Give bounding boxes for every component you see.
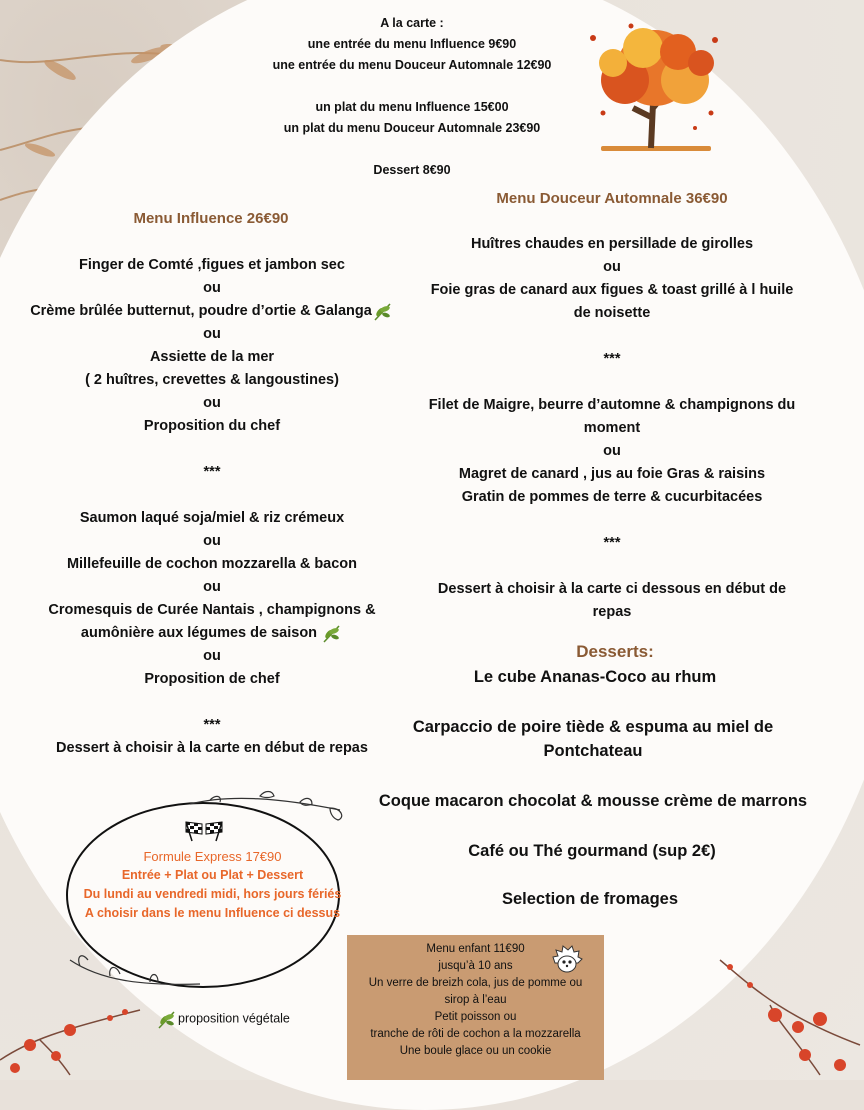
list-item: Foie gras de canard aux figues & toast grillé à l huile	[430, 282, 794, 298]
list-item: ou	[203, 326, 221, 342]
dessert-item: Pontchateau	[543, 742, 643, 760]
menu-douceur-title: Menu Douceur Automnale 36€90	[496, 190, 728, 207]
formule-express	[60, 847, 365, 923]
list-item: Proposition du chef	[143, 418, 281, 434]
list-item: Filet de Maigre, beurre d’automne & champignons du	[428, 397, 796, 413]
list-item: Dessert à choisir à la carte en début de repas	[56, 740, 368, 756]
list-item: ( 2 huîtres, crevettes & langoustines)	[85, 372, 339, 388]
list-item: Huîtres chaudes en persillade de girolles	[470, 236, 754, 252]
carte-title: A la carte :	[380, 16, 444, 30]
list-item: ou	[203, 395, 221, 411]
leaf-icon	[156, 1008, 178, 1030]
carte-dessert: Dessert 8€90	[373, 163, 451, 177]
menu-influence-list	[0, 254, 424, 760]
enfant-title: Menu enfant 11€90	[426, 943, 525, 955]
enfant-line: tranche de rôti de cochon a la mozzarella	[370, 1028, 581, 1040]
menu-influence-title: Menu Influence 26€90	[133, 210, 289, 227]
list-item: Millefeuille de cochon mozzarella & bacon	[66, 556, 358, 572]
list-item: ou	[203, 648, 221, 664]
leaf-icon	[372, 300, 394, 322]
legend-label: proposition végétale	[178, 1011, 290, 1026]
list-item: Proposition de chef	[144, 671, 280, 687]
list-item: ou	[603, 259, 621, 275]
list-item: Assiette de la mer	[149, 349, 275, 365]
carte-plat-douceur: un plat du menu Douceur Automnale 23€90	[283, 121, 541, 135]
hedgehog-icon	[550, 943, 584, 977]
list-item: ou	[203, 579, 221, 595]
separator: ***	[603, 351, 621, 367]
list-item: repas	[592, 604, 632, 620]
dessert-item: Selection de fromages	[501, 890, 679, 908]
separator: ***	[203, 464, 221, 480]
dessert-item: Café ou Thé gourmand (sup 2€)	[468, 842, 716, 860]
enfant-line: Petit poisson ou	[434, 1011, 517, 1023]
list-item: Gratin de pommes de terre & cucurbitacées	[461, 489, 763, 505]
list-item: Magret de canard , jus au foie Gras & raisins	[458, 466, 766, 482]
desserts-title: Desserts:	[576, 642, 654, 661]
blossom-branch-left	[0, 990, 150, 1080]
list-item: ou	[603, 443, 621, 459]
list-item: aumônière aux légumes de saison	[0, 622, 424, 645]
list-item: ou	[203, 533, 221, 549]
carte-entree-influence: une entrée du menu Influence 9€90	[307, 37, 517, 51]
dessert-item: Carpaccio de poire tiède & espuma au miel de	[412, 718, 774, 736]
dessert-item: Coque macaron chocolat & mousse crème de marrons	[378, 792, 808, 810]
menu-enfant-box	[347, 935, 604, 1080]
racing-flags-icon	[182, 820, 226, 842]
enfant-line: sirop à l’eau	[444, 994, 507, 1006]
separator: ***	[603, 535, 621, 551]
list-item: Crème brûlée butternut, poudre d’ortie & Galanga	[0, 300, 424, 323]
express-title: Formule Express 17€90	[143, 849, 282, 864]
list-item: Dessert à choisir à la carte ci dessous en début de	[437, 581, 787, 597]
express-line: Entrée + Plat ou Plat + Dessert	[121, 868, 304, 882]
blossom-branch-right	[710, 955, 864, 1080]
carte-entree-douceur: une entrée du menu Douceur Automnale 12€90	[272, 58, 552, 72]
express-line: Du lundi au vendredi midi, hors jours fériés	[83, 887, 342, 901]
a-la-carte-section	[212, 13, 612, 181]
vegetal-legend	[156, 1008, 290, 1030]
express-line: A choisir dans le menu Influence ci dessus	[84, 906, 341, 920]
enfant-line: Un verre de breizh cola, jus de pomme ou	[368, 977, 583, 989]
menu-douceur-list	[400, 233, 824, 624]
separator: ***	[203, 717, 221, 733]
autumn-tree-illustration	[583, 18, 728, 158]
list-item: Saumon laqué soja/miel & riz crémeux	[79, 510, 345, 526]
list-item: de noisette	[573, 305, 651, 321]
carte-plat-influence: un plat du menu Influence 15€00	[315, 100, 509, 114]
list-item: moment	[583, 420, 641, 436]
leaf-icon	[321, 622, 343, 644]
list-item: ou	[203, 280, 221, 296]
enfant-line: Une boule glace ou un cookie	[399, 1045, 552, 1057]
dessert-item: Le cube Ananas-Coco au rhum	[473, 668, 717, 686]
enfant-line: jusqu’à 10 ans	[438, 960, 513, 972]
list-item: Cromesquis de Curée Nantais , champignons &	[48, 602, 376, 618]
list-item: Finger de Comté ,figues et jambon sec	[79, 257, 345, 273]
